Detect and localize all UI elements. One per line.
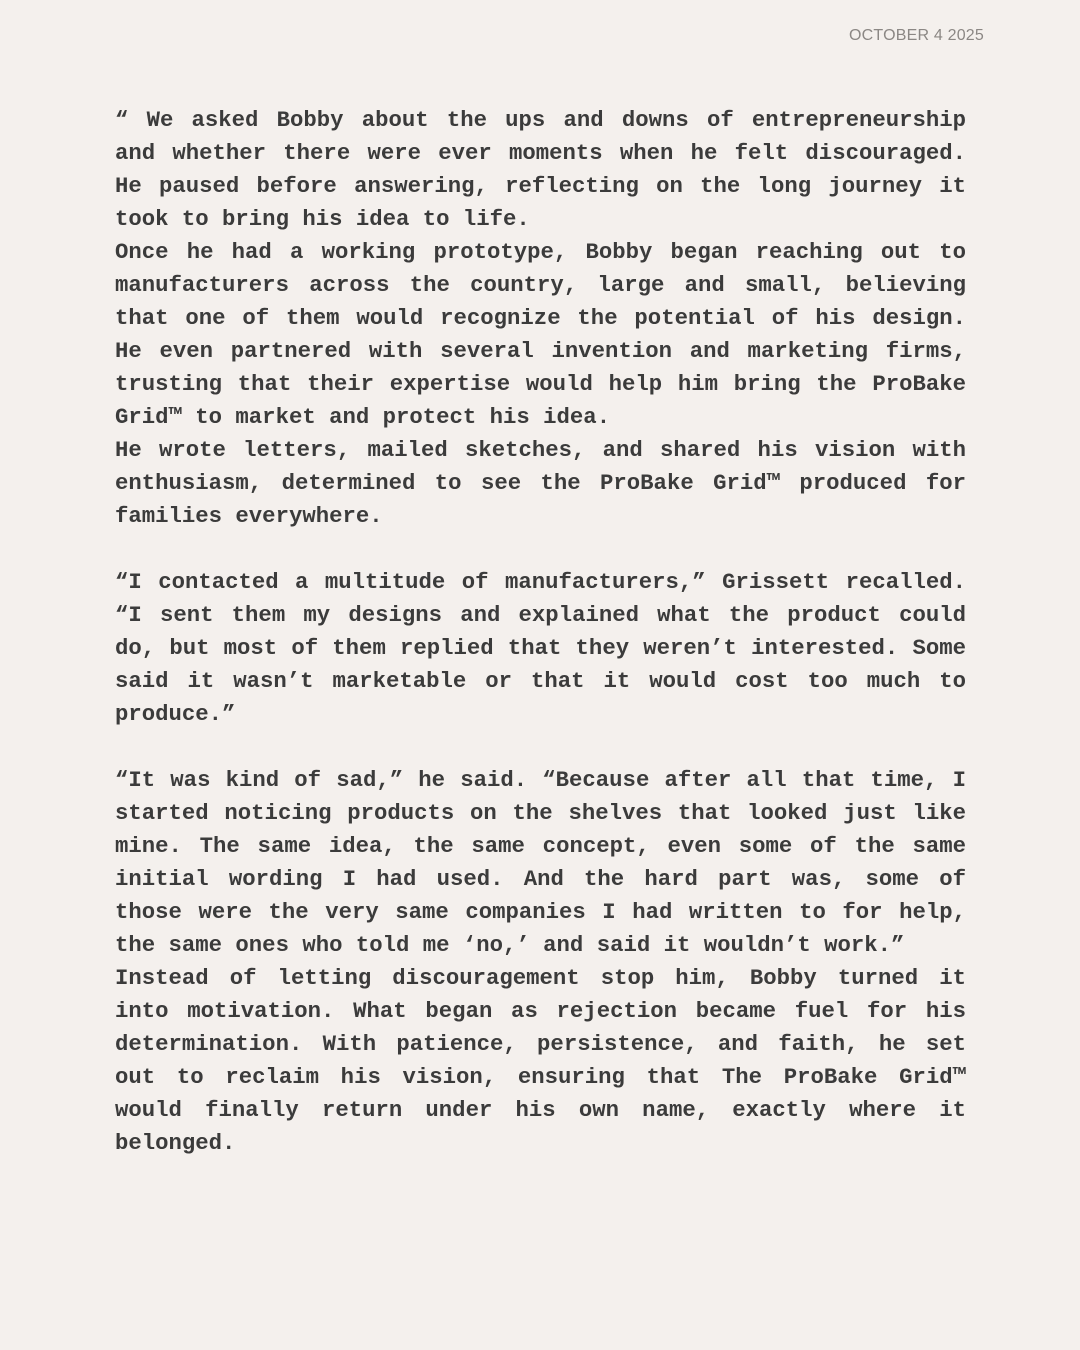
- article-paragraph: “It was kind of sad,” he said. “Because after all that time, I started noticing products on the shelves that looked just like mine. The same idea, the same concept, even some of the same initial wording I had used. And the hard part was, some of those were the very same companies I had written to for help, the same ones who told me ‘no,’ and said it wouldn’t work.”: [115, 767, 966, 958]
- article-paragraph: He wrote letters, mailed sketches, and shared his vision with enthusiasm, determined to see the ProBake Grid™ produced for families everywhere.: [115, 437, 966, 529]
- article-body: [115, 104, 966, 1160]
- article-date: OCTOBER 4 2025: [848, 27, 984, 44]
- article-paragraph: Once he had a working prototype, Bobby began reaching out to manufacturers across the country, large and small, believing that one of them would recognize the potential of his design. He even partnered with several invention and marketing firms, trusting that their expertise would help him bring the ProBake Grid™ to market and protect his idea.: [115, 239, 966, 430]
- article-paragraph: “ We asked Bobby about the ups and downs of entrepreneurship and whether there were ever moments when he felt discouraged. He paused before answering, reflecting on the long journey it took to bring his idea to life.: [115, 107, 966, 232]
- article-paragraph: “I contacted a multitude of manufacturers,” Grissett recalled. “I sent them my designs and explained what the product could do, but most of them replied that they weren’t interested. Some said it wasn’t marketable or that it would cost too much to produce.”: [115, 569, 966, 727]
- article-paragraph: Instead of letting discouragement stop him, Bobby turned it into motivation. What began as rejection became fuel for his determination. With patience, persistence, and faith, he set out to reclaim his vision, ensuring that The ProBake Grid™ would finally return under his own name, exactly where it belonged.: [115, 965, 966, 1156]
